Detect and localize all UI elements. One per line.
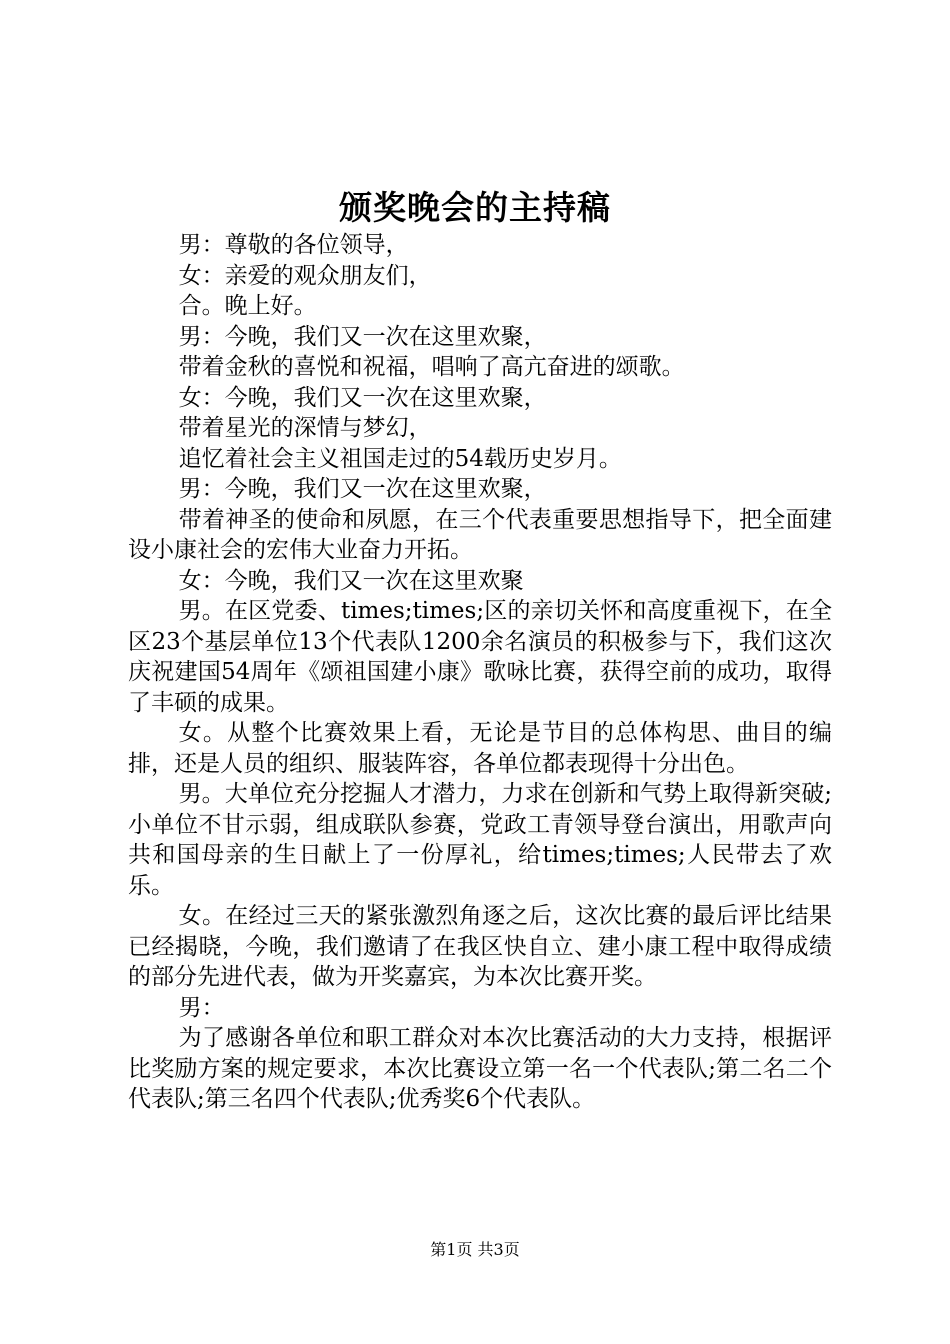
paragraph: 女。从整个比赛效果上看，无论是节目的总体构思、曲目的编排，还是人员的组织、服装阵容，各单位都表现得十分出色。 (128, 720, 832, 777)
paragraph: 男：尊敬的各位领导， (178, 232, 409, 258)
paragraph: 男。在区党委、times;times;区的亲切关怀和高度重视下，在全区23个基层单位13个代表队1200余名演员的积极参与下，我们这次庆祝建国54周年《颂祖国建小康》歌咏比赛，获得空前的成功，取得了丰硕的成果。 (128, 598, 832, 716)
document-title: 颁奖晚会的主持稿 (339, 188, 611, 227)
paragraph: 女：今晚，我们又一次在这里欢聚， (178, 384, 547, 411)
paragraph: 追忆着社会主义祖国走过的54载历史岁月。 (178, 445, 622, 472)
paragraph: 男： (178, 994, 225, 1021)
paragraph: 带着神圣的使命和夙愿，在三个代表重要思想指导下，把全面建设小康社会的宏伟大业奋力开拓。 (128, 506, 832, 563)
paragraph: 女：亲爱的观众朋友们， (178, 262, 432, 289)
paragraph: 带着金秋的喜悦和祝福，唱响了高亢奋进的颂歌。 (178, 354, 685, 380)
paragraph: 带着星光的深情与梦幻， (178, 415, 432, 441)
paragraph: 合。晚上好。 (178, 293, 317, 319)
paragraph: 女：今晚，我们又一次在这里欢聚 (178, 567, 524, 594)
paragraph: 为了感谢各单位和职工群众对本次比赛活动的大力支持，根据评比奖励方案的规定要求，本次比赛设立第一名一个代表队;第二名二个代表队;第三名四个代表队;优秀奖6个代表队。 (128, 1025, 832, 1112)
paragraph: 男：今晚，我们又一次在这里欢聚， (178, 323, 547, 350)
paragraph: 男：今晚，我们又一次在这里欢聚， (178, 476, 547, 502)
document-body (128, 230, 832, 1115)
paragraph: 男。大单位充分挖掘人才潜力，力求在创新和气势上取得新突破;小单位不甘示弱，组成联队参赛，党政工青领导登台演出，用歌声向共和国母亲的生日献上了一份厚礼，给times;times;人民带去了欢乐。 (128, 781, 832, 899)
page-footer: 第1页 共3页 (430, 1240, 520, 1259)
paragraph: 女。在经过三天的紧张激烈角逐之后，这次比赛的最后评比结果已经揭晓，今晚，我们邀请了在我区快自立、建小康工程中取得成绩的部分先进代表，做为开奖嘉宾，为本次比赛开奖。 (128, 903, 832, 990)
